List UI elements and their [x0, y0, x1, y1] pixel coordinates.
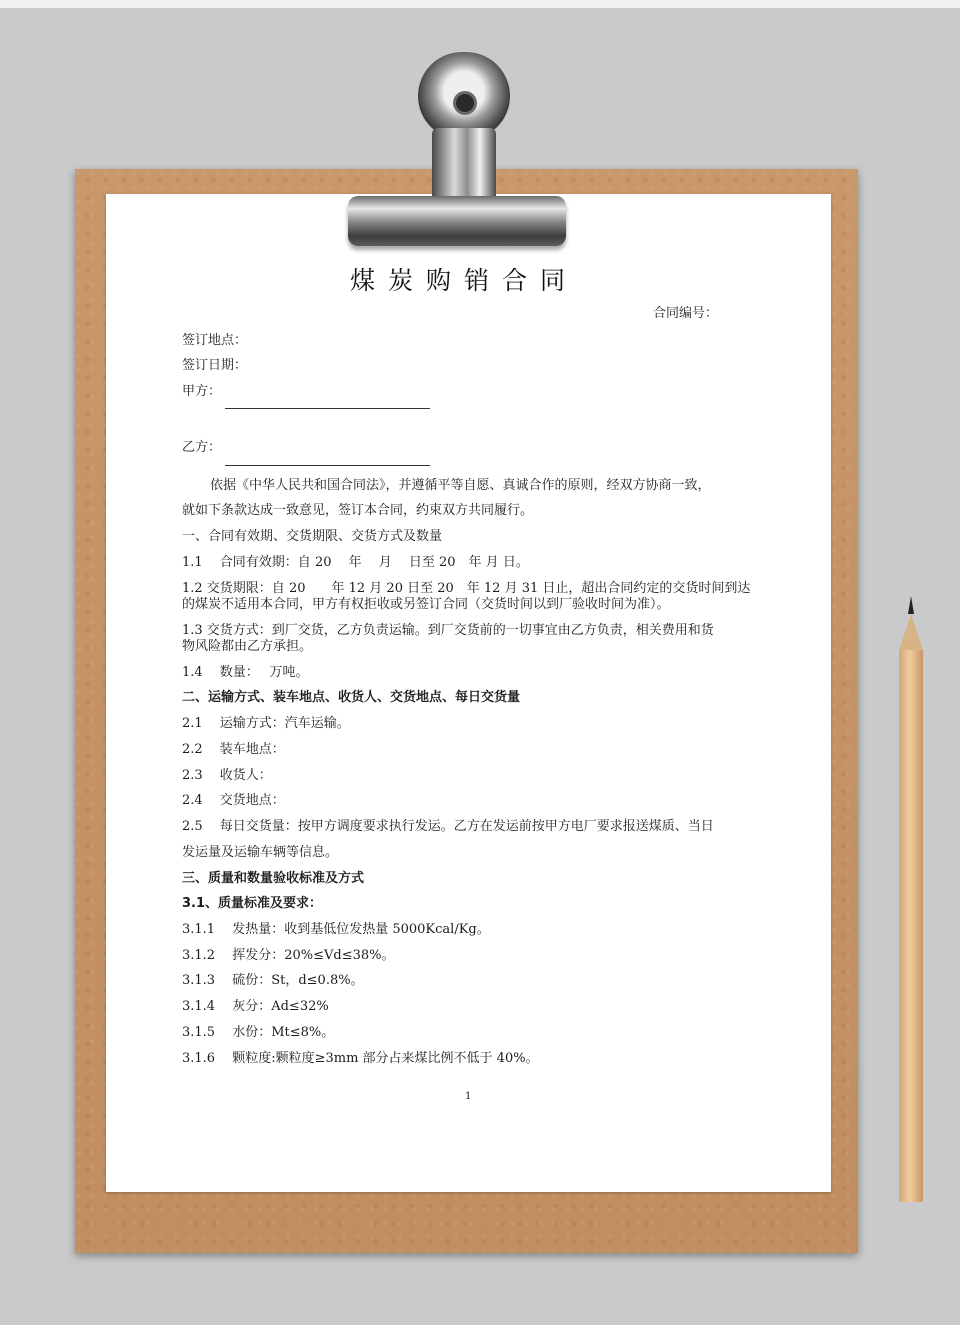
- clause-3-1-6: 3.1.6 颗粒度:颗粒度≥3mm 部分占来煤比例不低于 40%。: [182, 1051, 539, 1066]
- clause-2-5-line-1: 2.5 每日交货量：按甲方调度要求执行发运。乙方在发运前按甲方电厂要求报送煤质、当日: [182, 819, 714, 834]
- clause-2-3: 2.3 收货人：: [182, 768, 272, 783]
- clause-1-2-line-1: 1.2 交货期限：自 20 年 12 月 20 日至 20 年 12 月 31 日止，超出合同约定的交货时间到达: [182, 581, 751, 596]
- section-2-heading: 二、运输方式、装车地点、收货人、交货地点、每日交货量: [182, 690, 521, 705]
- clause-2-2: 2.2 装车地点：: [182, 742, 285, 757]
- page-title: 煤炭购销合同: [350, 266, 579, 295]
- clause-3-1-3: 3.1.3 硫份：St，d≤0.8%。: [182, 973, 364, 988]
- clause-1-3-line-1: 1.3 交货方式：到厂交货，乙方负责运输。到厂交货前的一切事宜由乙方负责，相关费用和货: [182, 623, 714, 638]
- sign-date-label: 签订日期：: [182, 358, 248, 373]
- clause-3-1-4: 3.1.4 灰分：Ad≤32%: [182, 999, 329, 1014]
- section-3-1-heading: 3.1、质量标准及要求：: [182, 896, 323, 911]
- party-a-underline: [225, 408, 430, 409]
- clause-1-2-line-2: 的煤炭不适用本合同，甲方有权拒收或另签订合同（交货时间以到厂验收时间为准）。: [182, 597, 670, 612]
- intro-line-1: 依据《中华人民共和国合同法》，并遵循平等自愿、真诚合作的原则，经双方协商一致，: [210, 478, 711, 493]
- clause-2-5-line-2: 发运量及运输车辆等信息。: [182, 845, 339, 860]
- pencil-body: [899, 650, 923, 1202]
- clause-3-1-5: 3.1.5 水份：Mt≤8%。: [182, 1025, 335, 1040]
- clause-1-1: 1.1 合同有效期：自 20 年 月 日至 20 年 月 日。: [182, 555, 529, 570]
- pencil-wood: [899, 614, 923, 650]
- binder-clip-hole: [456, 94, 474, 112]
- clause-2-1: 2.1 运输方式：汽车运输。: [182, 716, 350, 731]
- page-number: 1: [465, 1091, 472, 1102]
- top-strip: [0, 0, 960, 8]
- clause-2-4: 2.4 交货地点：: [182, 793, 285, 808]
- clause-3-1-2: 3.1.2 挥发分：20%≤Vd≤38%。: [182, 948, 395, 963]
- pencil-icon: [897, 596, 925, 1208]
- intro-line-2: 就如下条款达成一致意见，签订本合同，约束双方共同履行。: [182, 503, 534, 518]
- section-1-heading: 一、合同有效期、交货期限、交货方式及数量: [182, 529, 443, 544]
- clause-3-1-1: 3.1.1 发热量：收到基低位发热量 5000Kcal/Kg。: [182, 922, 490, 937]
- clause-1-4: 1.4 数量： 万吨。: [182, 665, 309, 680]
- party-b-label: 乙方：: [182, 440, 222, 455]
- contract-number-label: 合同编号：: [653, 306, 719, 321]
- pencil-lead: [908, 596, 914, 614]
- party-a-label: 甲方：: [182, 384, 222, 399]
- binder-clip-neck: [432, 128, 496, 200]
- binder-clip-icon: [348, 196, 566, 246]
- sign-place-label: 签订地点：: [182, 333, 248, 348]
- clause-1-3-line-2: 物风险都由乙方承担。: [182, 639, 313, 654]
- party-b-underline: [225, 465, 430, 466]
- section-3-heading: 三、质量和数量验收标准及方式: [182, 871, 365, 886]
